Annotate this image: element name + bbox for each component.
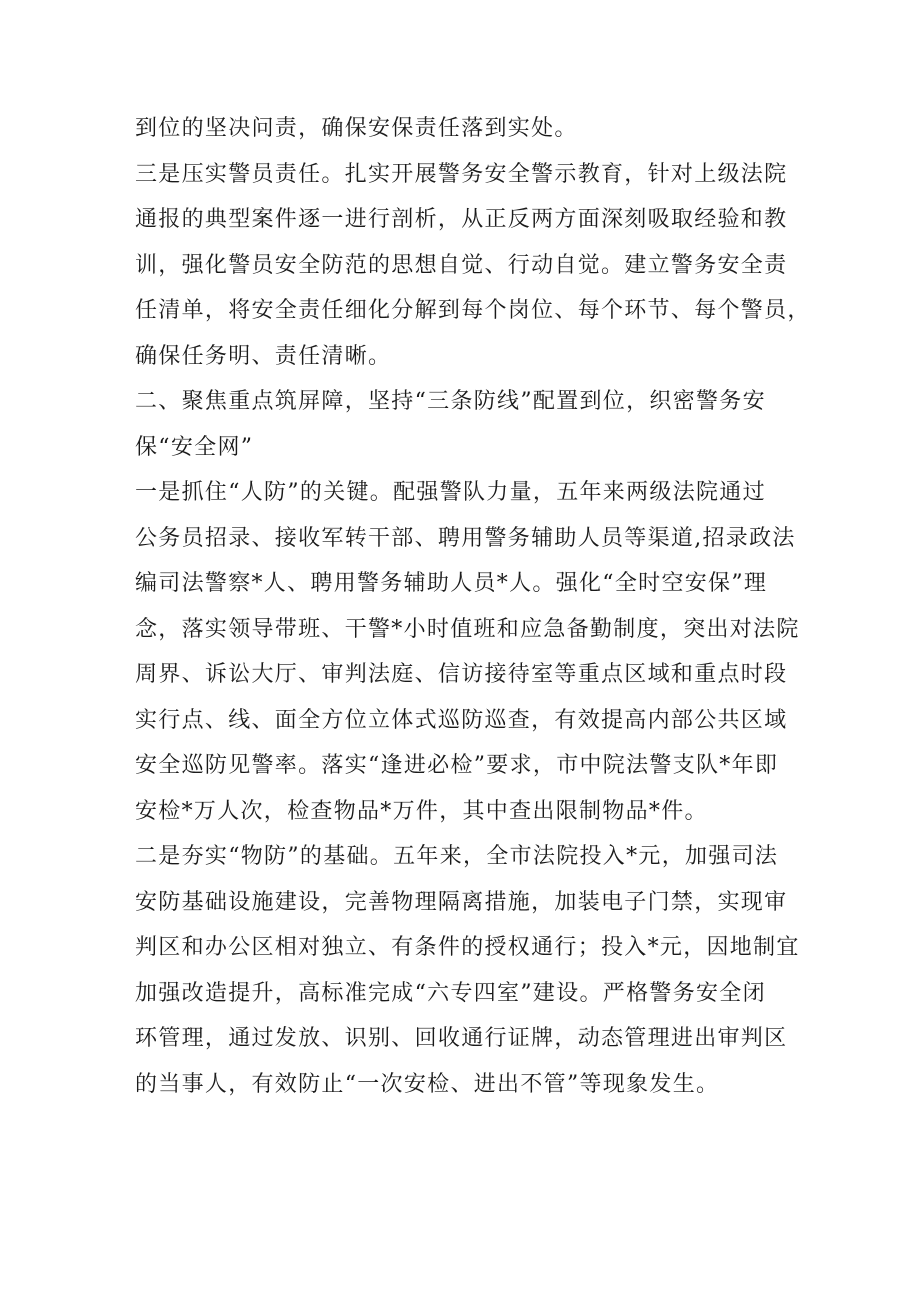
text-line: 实行点、线、面全方位立体式巡防巡查，有效提高内部公共区域: [135, 707, 788, 733]
section-heading-line: 二、聚焦重点筑屏障，坚持“三条防线”配置到位，织密警务安: [135, 389, 766, 414]
text-line: 到位的坚决问责，确保安保责任落到实处。: [135, 116, 578, 141]
text-line: 的当事人，有效防止“一次安检、进出不管”等现象发生。: [135, 1071, 720, 1097]
section-heading-line: 保“安全网”: [135, 434, 254, 460]
document-body: [135, 106, 811, 1107]
text-line: 训，强化警员安全防范的思想自觉、行动自觉。建立警务安全责: [135, 252, 788, 278]
text-line: 任清单，将安全责任细化分解到每个岗位、每个环节、每个警员，: [135, 298, 811, 323]
text-line: 安全巡防见警率。落实“逢进必检”要求，市中院法警支队*年即: [135, 753, 779, 778]
text-line: 安检*万人次，检查物品*万件，其中查出限制物品*件。: [135, 798, 708, 824]
text-line: 念，落实领导带班、干警*小时值班和应急备勤制度，突出对法院: [135, 616, 800, 642]
text-line: 周界、诉讼大厅、审判法庭、信访接待室等重点区域和重点时段: [135, 662, 788, 687]
text-line: 确保任务明、责任清晰。: [135, 343, 392, 369]
text-line: 公务员招录、接收军转干部、聘用警务辅助人员等渠道,招录政法: [135, 525, 796, 551]
text-line: 安防基础设施建设，完善物理隔离措施，加装电子门禁，实现审: [135, 889, 788, 915]
text-line: 通报的典型案件逐一进行剖析，从正反两方面深刻吸取经验和教: [135, 207, 788, 232]
text-line: 三是压实警员责任。扎实开展警务安全警示教育，针对上级法院: [135, 161, 788, 187]
text-line: 一是抓住“人防”的关键。配强警队力量，五年来两级法院通过: [135, 480, 766, 505]
text-line: 判区和办公区相对独立、有条件的授权通行；投入*元，因地制宜: [135, 935, 800, 960]
text-line: 加强改造提升，高标准完成“六专四室”建设。严格警务安全闭: [135, 980, 766, 1006]
text-line: 环管理，通过发放、识别、回收通行证牌，动态管理进出审判区: [135, 1026, 788, 1051]
text-line: 编司法警察*人、聘用警务辅助人员*人。强化“全时空安保”理: [135, 571, 768, 596]
text-line: 二是夯实“物防”的基础。五年来，全市法院投入*元，加强司法: [135, 844, 779, 869]
